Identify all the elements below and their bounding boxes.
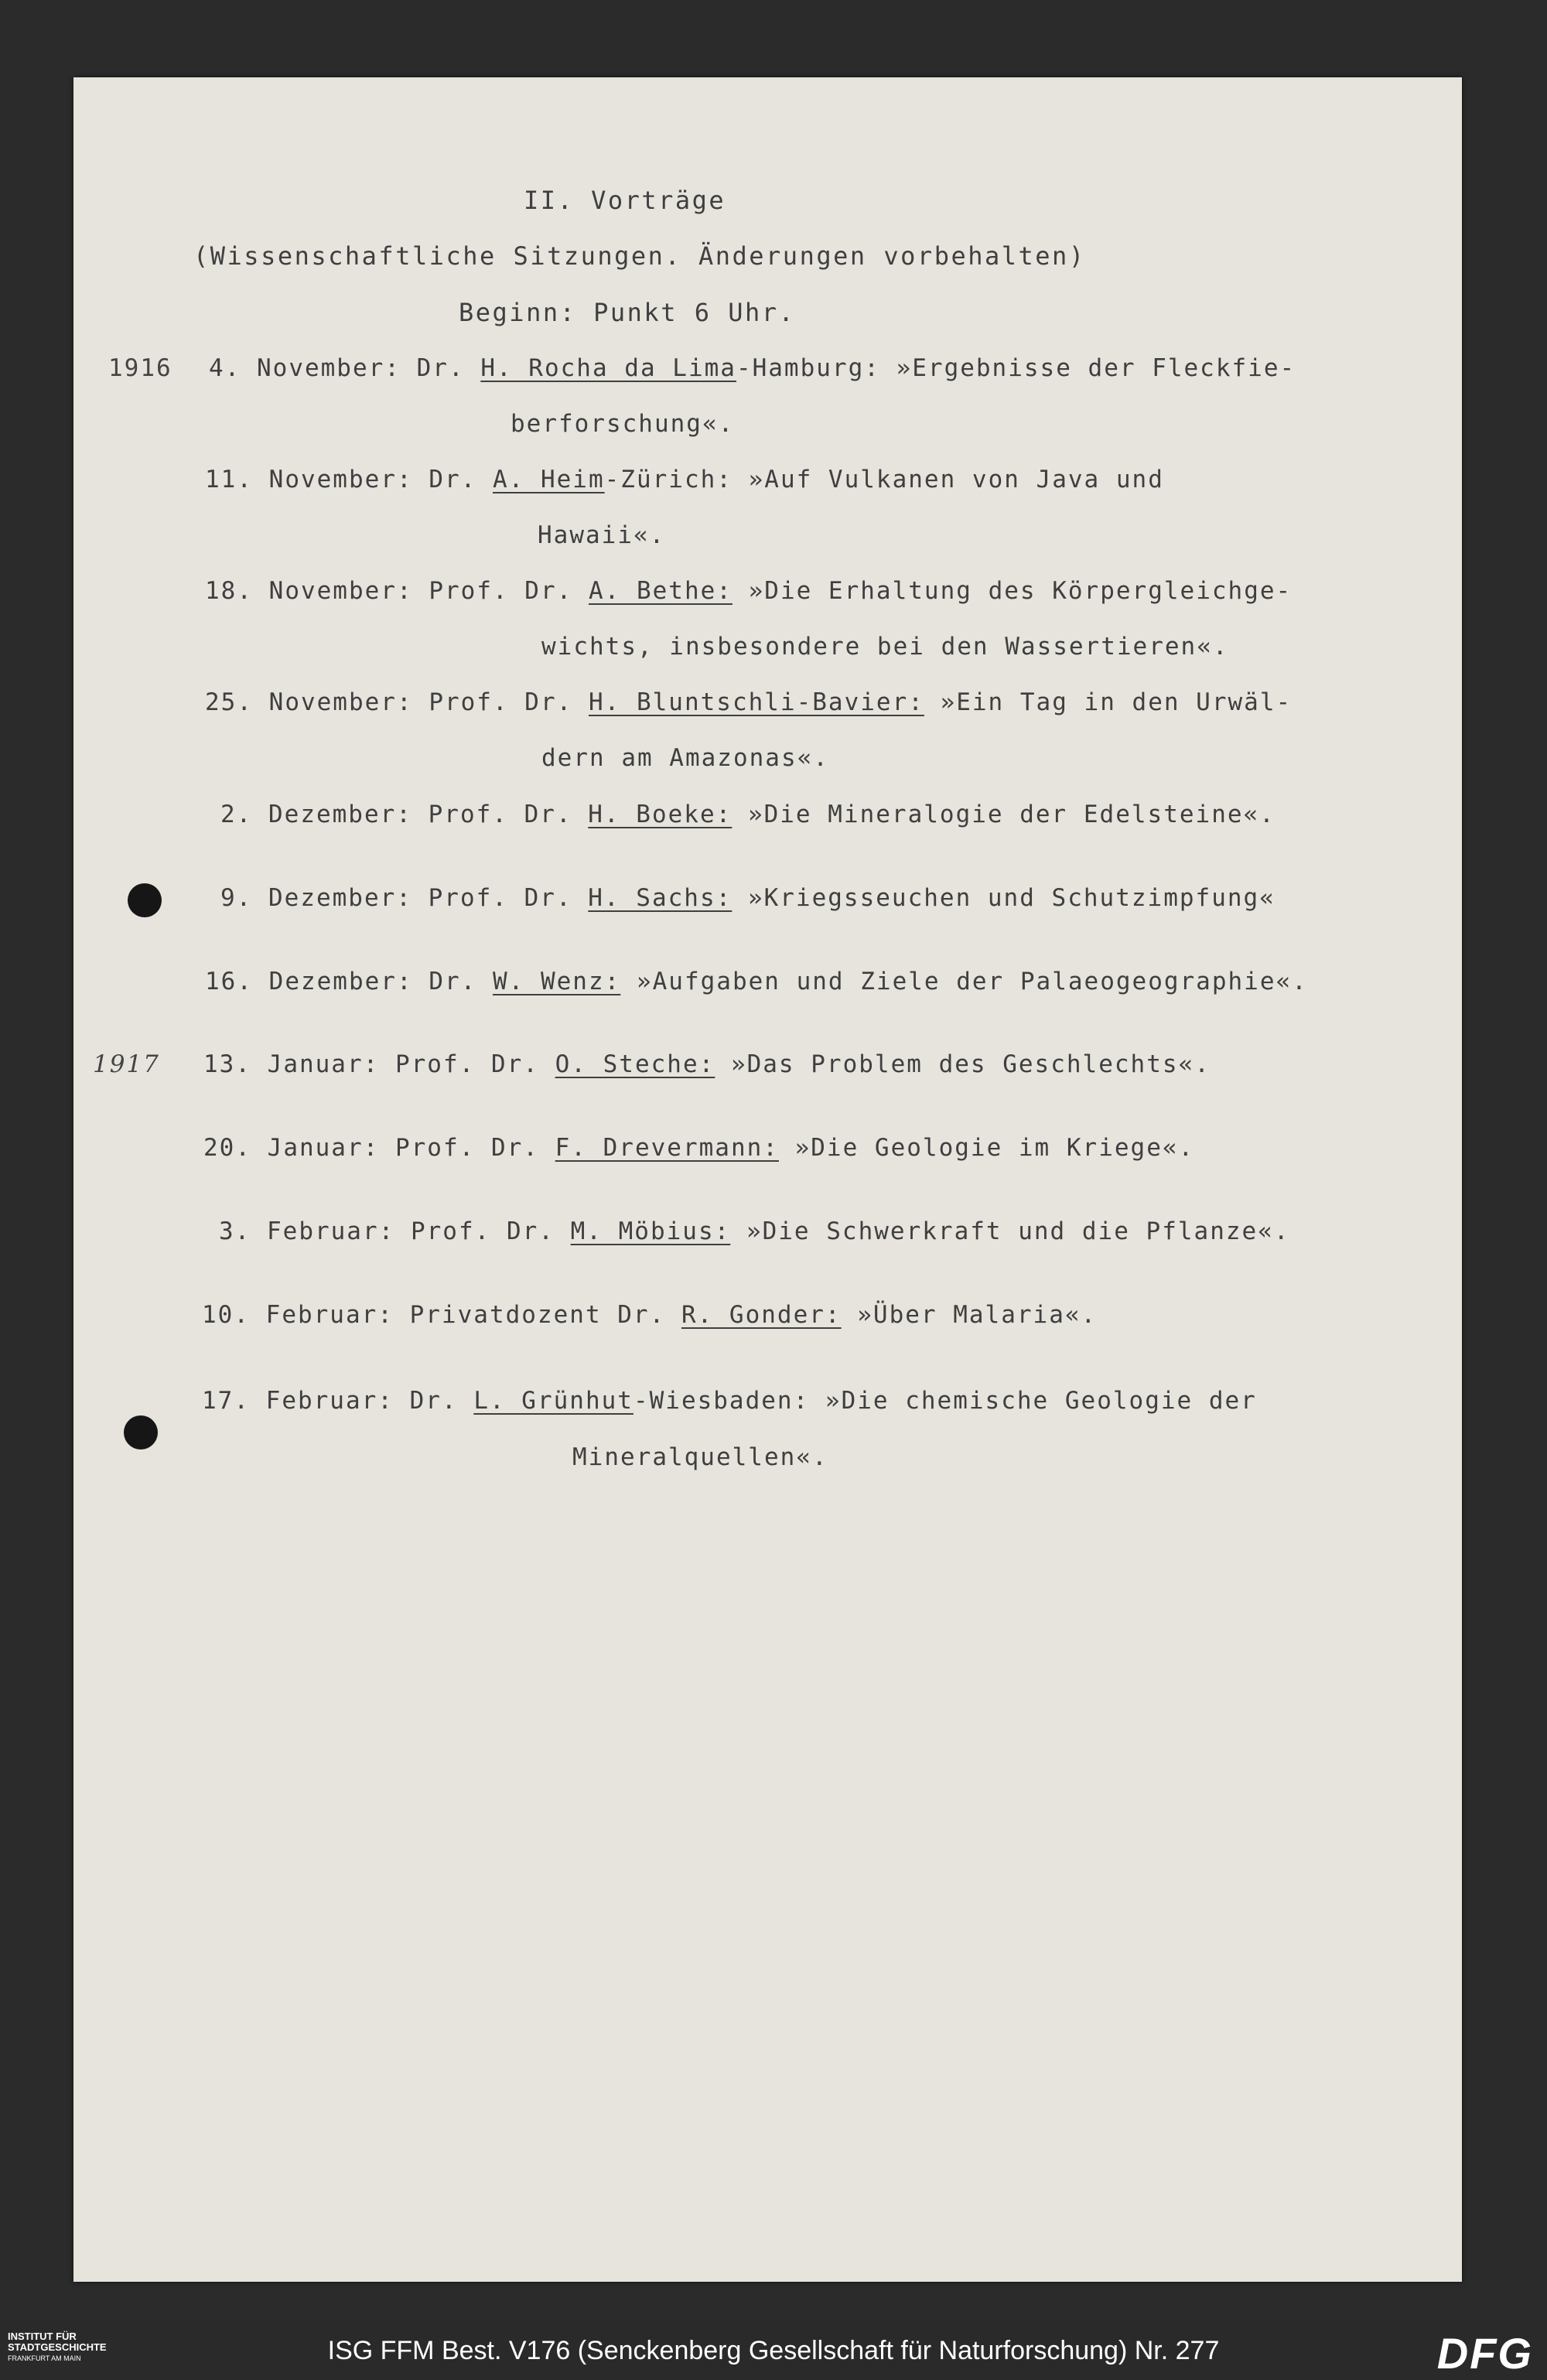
- lecture-speaker: W. Wenz:: [492, 968, 621, 995]
- lecture-speaker: H. Boeke:: [588, 801, 733, 828]
- lecture-speaker: H. Sachs:: [588, 884, 733, 912]
- lecture-row: [220, 884, 1276, 912]
- lecture-date: 13. Januar:: [203, 1050, 380, 1078]
- lecture-title-prefix: Privatdozent Dr.: [409, 1301, 666, 1329]
- lecture-title-prefix: Dr.: [416, 354, 465, 382]
- lecture-topic: »Die Geologie im Kriege«.: [778, 1134, 1195, 1162]
- lecture-title-prefix: Prof. Dr.: [394, 1134, 539, 1162]
- lecture-topic: »Kriegsseuchen und Schutzimpfung«: [732, 884, 1276, 912]
- lecture-row: [203, 1134, 1194, 1162]
- lecture-title-prefix: Prof. Dr.: [429, 688, 573, 716]
- lecture-row: [220, 801, 1276, 828]
- lecture-title-prefix: Prof. Dr.: [429, 577, 573, 605]
- lecture-date: 18. November:: [205, 577, 413, 605]
- lecture-row: [219, 1217, 1290, 1245]
- lecture-continuation: wichts, insbesondere bei den Wassertieren«.: [541, 633, 1229, 661]
- lecture-topic: »Ein Tag in den Urwäl-: [924, 688, 1293, 716]
- lecture-date: 3. Februar:: [219, 1217, 395, 1245]
- lecture-continuation: Mineralquellen«.: [572, 1443, 828, 1471]
- archive-caption: ISG FFM Best. V176 (Senckenberg Gesellschaft für Naturforschung) Nr. 277: [327, 2336, 1220, 2365]
- document-page: [73, 77, 1462, 2282]
- institute-line: INSTITUT FÜR: [8, 2330, 77, 2342]
- lecture-continuation: Hawaii«.: [538, 521, 666, 549]
- lecture-topic: »Die Mineralogie der Edelsteine«.: [732, 801, 1276, 828]
- lecture-topic: »Die Erhaltung des Körpergleichge-: [732, 577, 1293, 605]
- lecture-title-prefix: Dr.: [429, 968, 477, 995]
- lecture-topic: -Wiesbaden: »Die chemische Geologie der: [633, 1387, 1257, 1415]
- lecture-speaker: H. Rocha da Lima: [480, 354, 736, 382]
- lecture-row: [202, 1387, 1257, 1415]
- lecture-topic: »Über Malaria«.: [841, 1301, 1098, 1329]
- lecture-speaker: O. Steche:: [555, 1050, 715, 1078]
- lecture-topic: -Hamburg: »Ergebnisse der Fleckfie-: [736, 354, 1296, 382]
- lecture-title-prefix: Prof. Dr.: [428, 801, 572, 828]
- lecture-date: 9. Dezember:: [220, 884, 412, 912]
- lecture-speaker: L. Grünhut: [473, 1387, 633, 1415]
- lecture-row: [209, 354, 1296, 382]
- institute-line: STADTGESCHICHTE: [8, 2341, 107, 2353]
- lecture-speaker: H. Bluntschli-Bavier:: [588, 688, 924, 716]
- punch-hole-top: [128, 883, 162, 917]
- lecture-speaker: M. Möbius:: [570, 1217, 731, 1245]
- lecture-title-prefix: Prof. Dr.: [394, 1050, 539, 1078]
- lecture-title-prefix: Dr.: [429, 466, 477, 493]
- lecture-date: 25. November:: [205, 688, 413, 716]
- year-1917: 1917: [93, 1050, 160, 1078]
- lecture-topic: »Die Schwerkraft und die Pflanze«.: [730, 1217, 1290, 1245]
- lecture-row: [203, 1050, 1211, 1078]
- dfg-logo: DFG: [1436, 2329, 1533, 2378]
- lecture-continuation: berforschung«.: [511, 410, 735, 438]
- lecture-row: [205, 968, 1308, 995]
- lecture-row: [202, 1301, 1097, 1329]
- lecture-date: 17. Februar:: [202, 1387, 394, 1415]
- lecture-speaker: F. Drevermann:: [555, 1134, 779, 1162]
- lecture-row: [205, 577, 1292, 605]
- section-subheading: (Wissenschaftliche Sitzungen. Änderungen vorbehalten): [193, 241, 1086, 271]
- lecture-continuation: dern am Amazonas«.: [541, 744, 829, 772]
- lecture-title-prefix: Prof. Dr.: [410, 1217, 555, 1245]
- lecture-speaker: A. Bethe:: [588, 577, 733, 605]
- lecture-speaker: A. Heim: [492, 466, 605, 493]
- year-1916: 1916: [108, 354, 172, 382]
- section-heading: II. Vorträge: [524, 186, 726, 215]
- lecture-title-prefix: Dr.: [409, 1387, 458, 1415]
- lecture-date: 2. Dezember:: [220, 801, 412, 828]
- lecture-date: 20. Januar:: [203, 1134, 380, 1162]
- institute-line: FRANKFURT AM MAIN: [8, 2354, 81, 2362]
- lecture-topic: »Das Problem des Geschlechts«.: [715, 1050, 1211, 1078]
- lecture-date: 11. November:: [205, 466, 413, 493]
- lecture-title-prefix: Prof. Dr.: [428, 884, 572, 912]
- lecture-row: [205, 688, 1292, 716]
- lecture-date: 16. Dezember:: [205, 968, 413, 995]
- lecture-row: [205, 466, 1164, 493]
- lecture-date: 10. Februar:: [202, 1301, 394, 1329]
- lecture-speaker: R. Gonder:: [681, 1301, 842, 1329]
- archive-footer: [0, 2320, 1547, 2380]
- lecture-topic: -Zürich: »Auf Vulkanen von Java und: [604, 466, 1164, 493]
- lecture-topic: »Aufgaben und Ziele der Palaeogeographie«.: [620, 968, 1308, 995]
- lecture-date: 4. November:: [209, 354, 401, 382]
- start-time: Beginn: Punkt 6 Uhr.: [459, 298, 796, 327]
- punch-hole-bottom: [124, 1415, 158, 1450]
